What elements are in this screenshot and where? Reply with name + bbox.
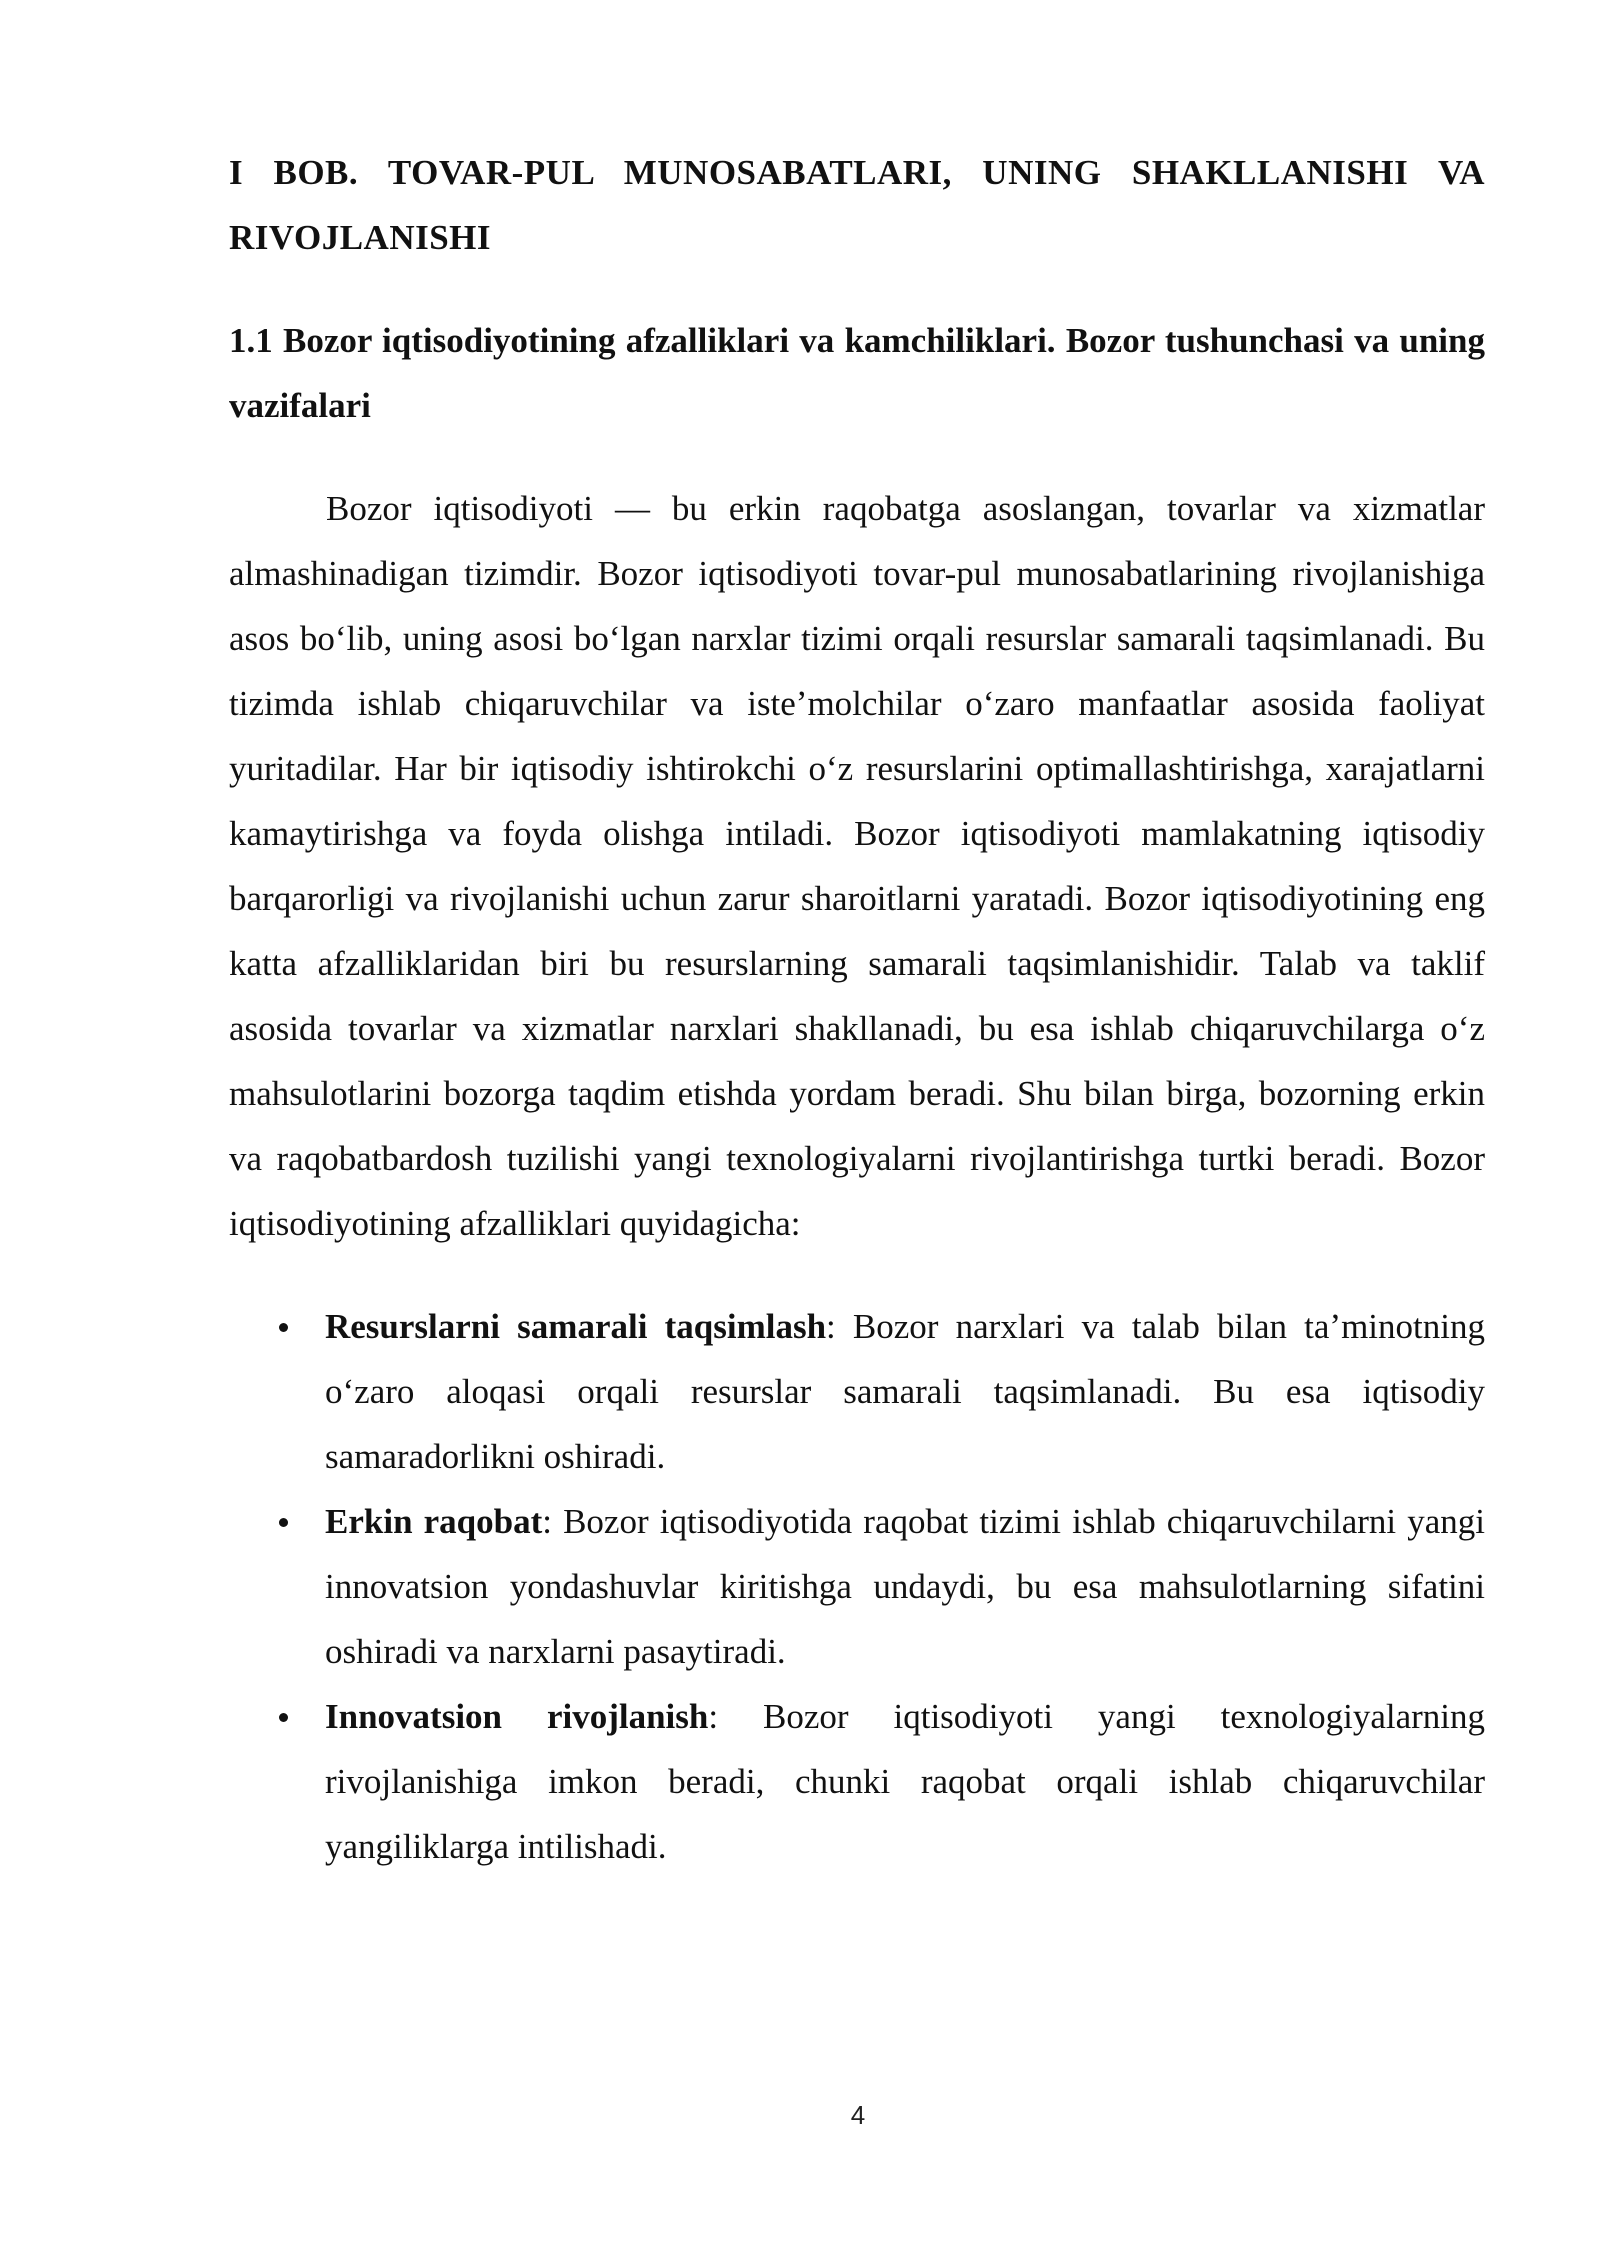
list-item <box>229 1294 1485 1489</box>
bullet-icon <box>279 1713 288 1722</box>
document-page <box>229 140 1485 1879</box>
list-item <box>229 1489 1485 1684</box>
advantages-list <box>229 1294 1485 1879</box>
section-title: 1.1 Bozor iqtisodiyotining afzalliklari va kamchiliklari. Bozor tushunchasi va uning vazifalari <box>229 321 1485 425</box>
list-item-term: Erkin raqobat <box>325 1502 543 1541</box>
bullet-icon <box>279 1518 288 1527</box>
list-item-term: Innovatsion rivojlanish <box>325 1697 709 1736</box>
list-item-text: : Bozor narxlari va talab bilan taʼminotning oʻzaro aloqasi orqali resurslar samarali taqsimlanadi. Bu esa iqtisodiy samaradorlikni oshiradi. <box>325 1307 1485 1476</box>
chapter-title: I BOB. TOVAR-PUL MUNOSABATLARI, UNING SHAKLLANISHI VA RIVOJLANISHI <box>229 153 1485 257</box>
list-item-text: : Bozor iqtisodiyotida raqobat tizimi ishlab chiqaruvchilarni yangi innovatsion yondashuvlar kiritishga undaydi, bu esa mahsulotlarning sifatini oshiradi va narxlarni pasaytiradi. <box>325 1502 1486 1671</box>
bullet-icon <box>279 1323 288 1332</box>
page-number: 4 <box>850 2100 866 2130</box>
list-item <box>229 1684 1485 1879</box>
list-item-term: Resurslarni samarali taqsimlash <box>325 1307 827 1346</box>
body-paragraph: Bozor iqtisodiyoti — bu erkin raqobatga asoslangan, tovarlar va xizmatlar almashinadigan tizimdir. Bozor iqtisodiyoti tovar-pul munosabatlarining rivojlanishiga asos boʻlib, uning asosi boʻlgan narxlar tizimi orqali resurslar samarali taqsimlanadi. Bu tizimda ishlab chiqaruvchilar va isteʼmolchilar oʻzaro manfaatlar asosida faoliyat yuritadilar. Har bir iqtisodiy ishtirokchi oʻz resurslarini optimallashtirishga, xarajatlarni kamaytirishga va foyda olishga intiladi. Bozor iqtisodiyoti mamlakatning iqtisodiy barqarorligi va rivojlanishi uchun zarur sharoitlarni yaratadi. Bozor iqtisodiyotining eng katta afzalliklaridan biri bu resurslarning samarali taqsimlanishidir. Talab va taklif asosida tovarlar va xizmatlar narxlari shakllanadi, bu esa ishlab chiqaruvchilarga oʻz mahsulotlarini bozorga taqdim etishda yordam beradi. Shu bilan birga, bozorning erkin va raqobatbardosh tuzilishi yangi texnologiyalarni rivojlantirishga turtki beradi. Bozor iqtisodiyotining afzalliklari quyidagicha: <box>229 489 1485 1243</box>
list-item-text: : Bozor iqtisodiyoti yangi texnologiyalarning rivojlanishiga imkon beradi, chunki raqobat orqali ishlab chiqaruvchilar yangiliklarga intilishadi. <box>325 1697 1485 1866</box>
